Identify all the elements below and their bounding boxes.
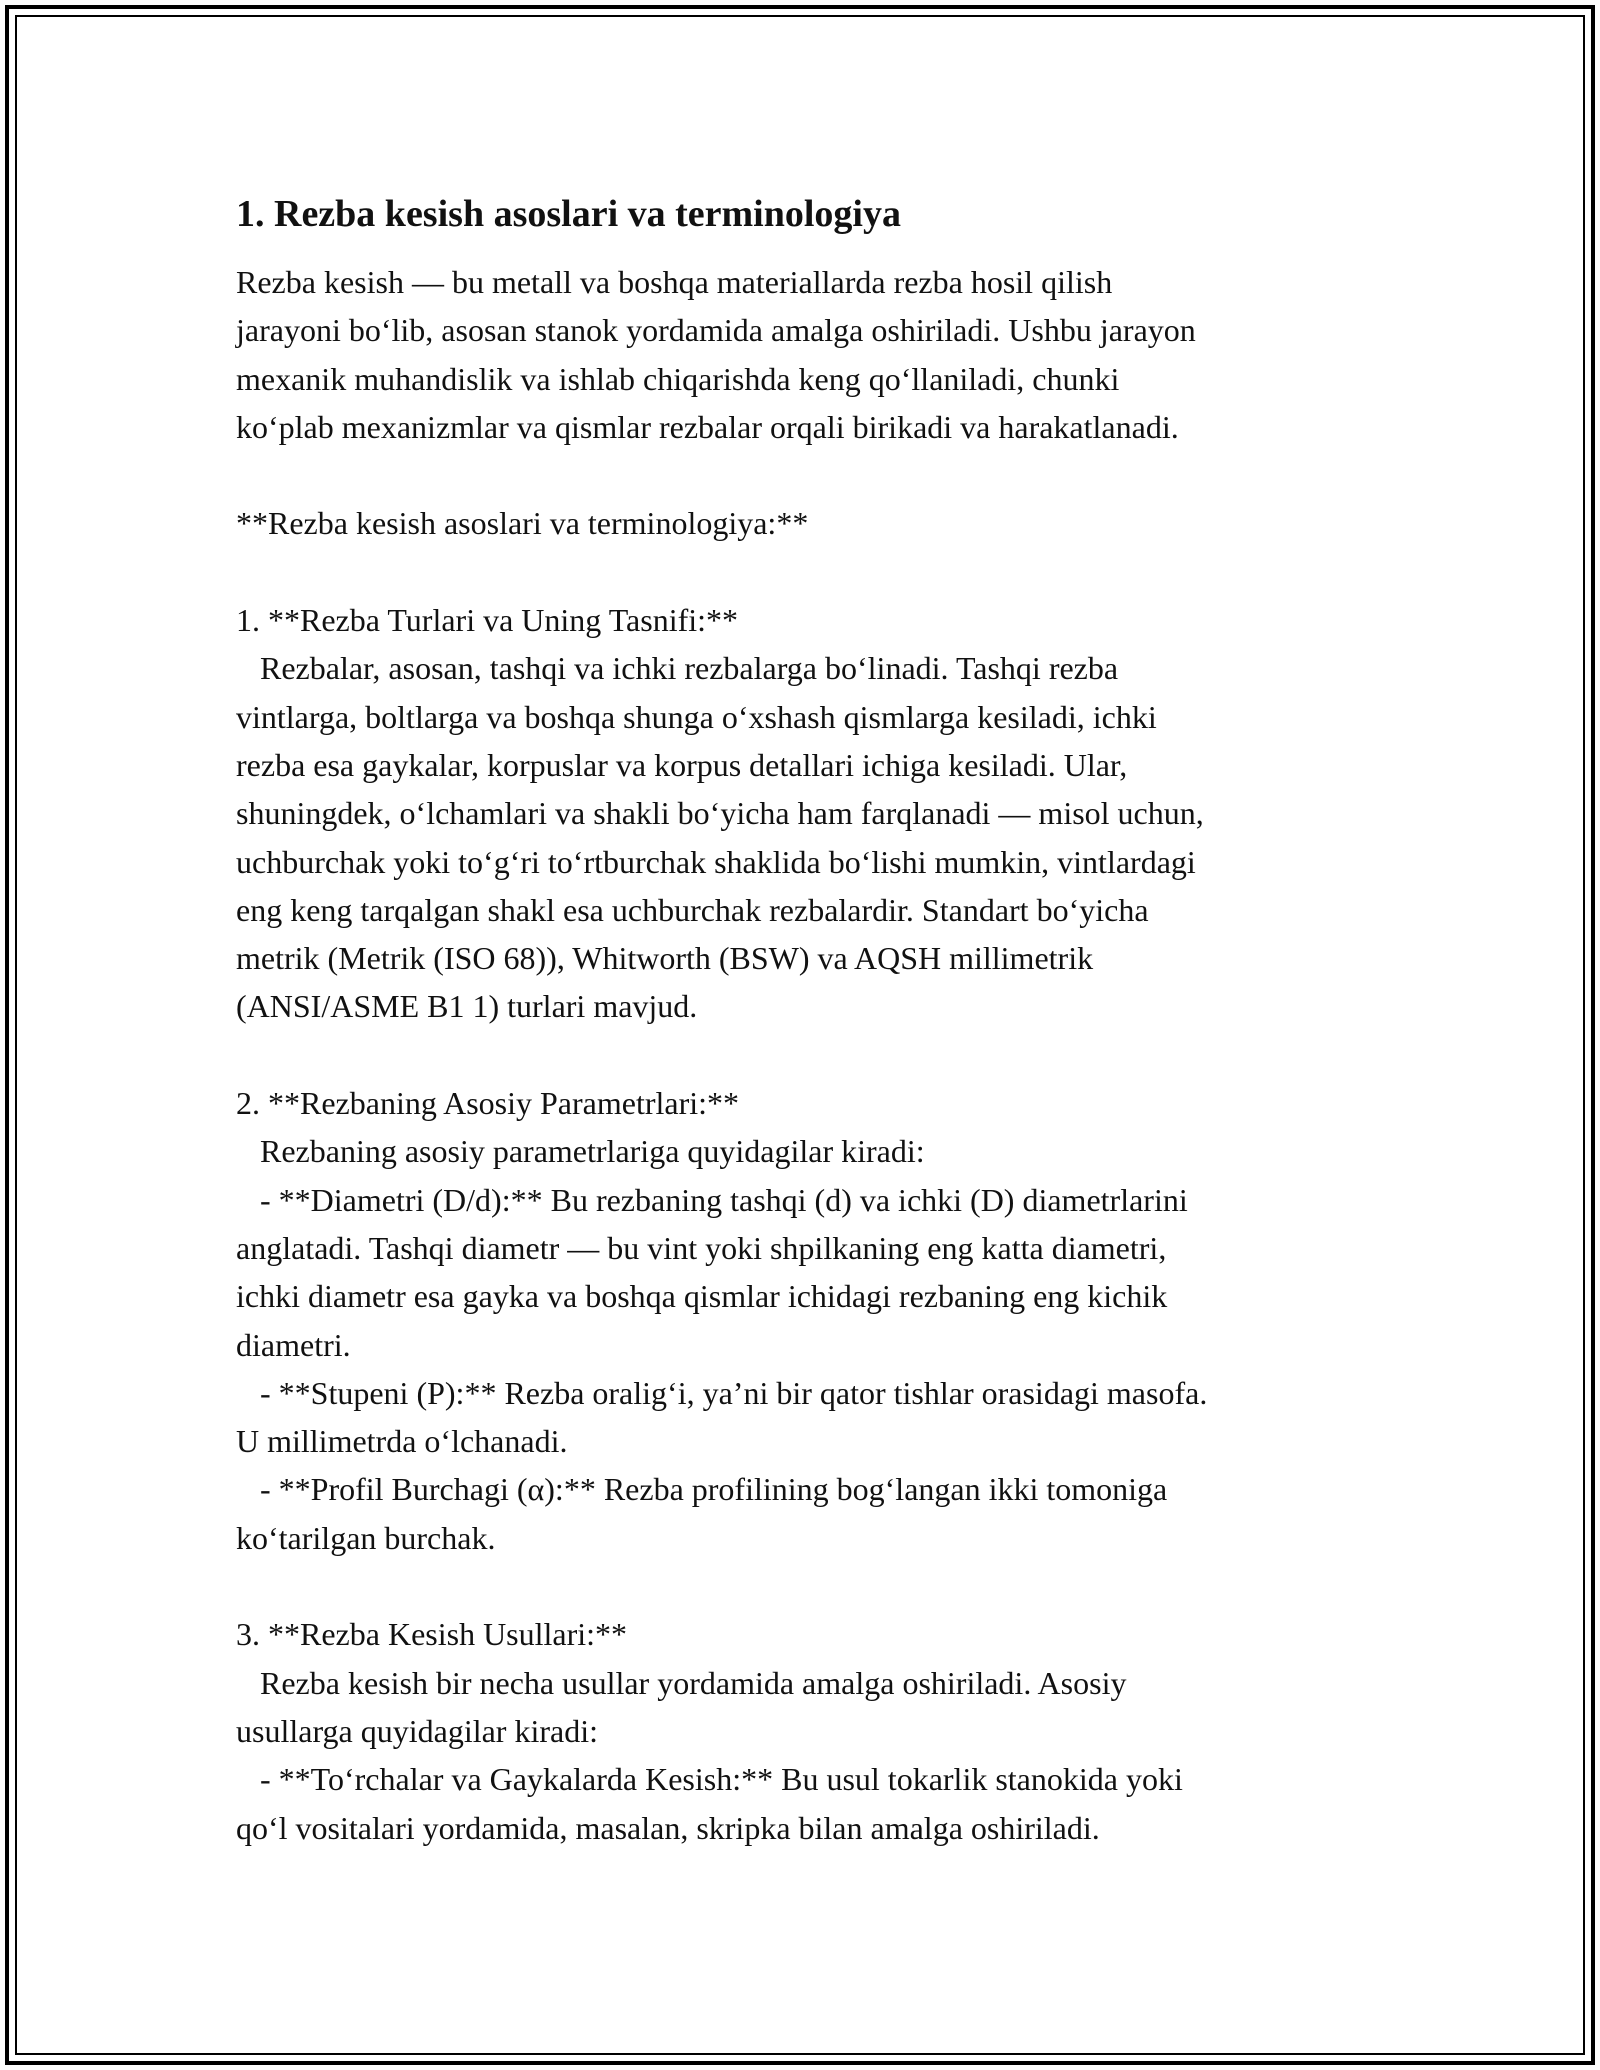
document-title: 1. Rezba kesish asoslari va terminologiya [236,193,901,235]
document-content [236,188,1366,1852]
document-body: Rezba kesish — bu metall va boshqa materiallarda rezba hosil qilish jarayoni bo‘lib, asosan stanok yordamida amalga oshiriladi. Ushbu jarayon mexanik muhandislik va ishlab chiqarishda keng qo‘llaniladi, chunki ko‘plab mexanizmlar va qismlar rezbalar orqali birikadi va harakatlanadi. **Rezba kesish asoslari va terminologiya:** 1. **Rezba Turlari va Uning Tasnifi:** Rezbalar, asosan, tashqi va ichki rezbalarga bo‘linadi. Tashqi rezba vintlarga, boltlarga va boshqa shunga o‘xshash qismlarga kesiladi, ichki rezba esa gaykalar, korpuslar va korpus detallari ichiga kesiladi. Ular, shuningdek, o‘lchamlari va shakli bo‘yicha ham farqlanadi — misol uchun, uchburchak yoki to‘g‘ri to‘rtburchak shaklida bo‘lishi mumkin, vintlardagi eng keng tarqalgan shakl esa uchburchak rezbalardir. Standart bo‘yicha metrik (Metrik (ISO 68)), Whitworth (BSW) va AQSH millimetrik (ANSI/ASME B1 1) turlari mavjud. 2. **Rezbaning Asosiy Parametrlari:** Rezbaning asosiy parametrlariga quyidagilar kiradi: - **Diametri (D/d):** Bu rezbaning tashqi (d) va ichki (D) diametrlarini anglatadi. Tashqi diametr — bu vint yoki shpilkaning eng katta diametri, ichki diametr esa gayka va boshqa qismlar ichidagi rezbaning eng kichik diametri. - **Stupeni (P):** Rezba oralig‘i, ya’ni bir qator tishlar orasidagi masofa. U millimetrda o‘lchanadi. - **Profil Burchagi (α):** Rezba profilining bog‘langan ikki tomoniga ko‘tarilgan burchak. 3. **Rezba Kesish Usullari:** Rezba kesish bir necha usullar yordamida amalga oshiriladi. Asosiy usullarga quyidagilar kiradi: - **To‘rchalar va Gaykalarda Kesish:** Bu usul tokarlik stanokida yoki qo‘l vositalari yordamida, masalan, skripka bilan amalga oshiriladi. [236,264,1208,1846]
